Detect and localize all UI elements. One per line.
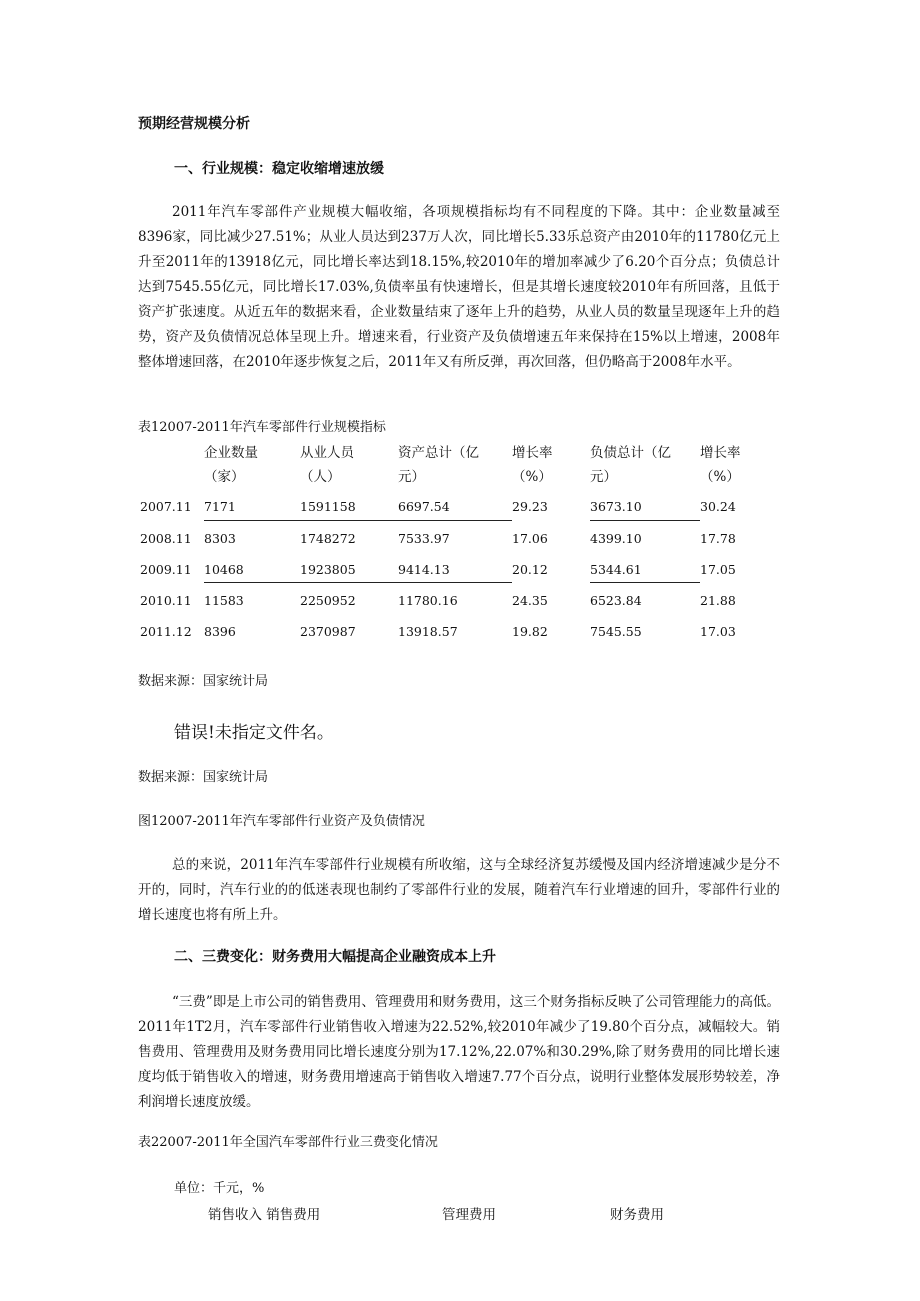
table1-cell: 8396 <box>204 624 236 639</box>
table1-period: 2007.11 <box>140 499 192 514</box>
table1-header: 负债总计（亿元） <box>590 445 671 485</box>
table1-rule <box>590 520 700 521</box>
table1-rule <box>204 582 512 583</box>
table1-cell: 11780.16 <box>398 593 458 608</box>
missing-file-error: 错误!未指定文件名。 <box>174 723 334 743</box>
table1-cell: 10468 <box>204 562 244 577</box>
table1-period: 2010.11 <box>140 593 192 608</box>
table1-header: 资产总计（亿元） <box>398 445 479 485</box>
table1-cell: 11583 <box>204 593 244 608</box>
table1-cell: 1748272 <box>300 531 356 546</box>
table1-cell: 5344.61 <box>590 562 642 577</box>
figure1-caption: 图12007-2011年汽车零部件行业资产及负债情况 <box>138 814 425 829</box>
table1-period: 2011.12 <box>140 624 192 639</box>
table1-cell: 7171 <box>204 499 236 514</box>
table1-header: 增长率（%） <box>512 445 553 485</box>
table1-cell: 3673.10 <box>590 499 642 514</box>
table1-caption: 表12007-2011年汽车零部件行业规模指标 <box>138 420 386 435</box>
table1-cell: 8303 <box>204 531 236 546</box>
section1-heading: 一、行业规模：稳定收缩增速放缓 <box>174 161 384 177</box>
table2-header: 财务费用 <box>610 1207 664 1223</box>
table1-period: 2009.11 <box>140 562 192 577</box>
table2-caption: 表22007-2011年全国汽车零部件行业三费变化情况 <box>138 1135 438 1150</box>
section1-paragraph: 2011年汽车零部件产业规模大幅收缩，各项规模指标均有不同程度的下降。其中：企业数量减至8396家，同比减少27.51%；从业人员达到237万人次，同比增长5.33乐总资产由2010年的11780亿元上升至2011年的13918亿元，同比增长率达到18.15%,较2010年的增加率减少了6.20个百分点；负债总计达到7545.55亿元，同比增长17.03%,负债率虽有快速增长，但是其增长速度较2010年有所回落，且低于资产扩张速度。从近五年的数据来看，企业数量结束了逐年上升的趋势，从业人员的数量呈现逐年上升的趋势，资产及负债情况总体呈现上升。增速来看，行业资产及负债增速五年来保持在15%以上增速，2008年整体增速回落，在2010年逐步恢复之后，2011年又有所反弹，再次回落，但仍略高于2008年水平。 <box>138 204 780 370</box>
table1-cell: 17.78 <box>700 531 736 546</box>
table1-cell: 24.35 <box>512 593 548 608</box>
table1-cell: 17.03 <box>700 624 736 639</box>
table1-cell: 7545.55 <box>590 624 642 639</box>
table2-header: 管理费用 <box>442 1207 496 1223</box>
table1-cell: 2370987 <box>300 624 356 639</box>
table1-cell: 2250952 <box>300 593 356 608</box>
table1-cell: 19.82 <box>512 624 548 639</box>
table1-header: 从业人员（人） <box>300 445 354 485</box>
section2-paragraph: “三费”即是上市公司的销售费用、管理费用和财务费用，这三个财务指标反映了公司管理能力的高低。2011年1T2月，汽车零部件行业销售收入增速为22.52%,较2010年减少了19.80个百分点，减幅较大。销售费用、管理费用及财务费用同比增长速度分别为17.12%,22.07%和30.29%,除了财务费用的同比增长速度均低于销售收入的增速，财务费用增速高于销售收入增速7.77个百分点，说明行业整体发展形势较差，净利润增长速度放缓。 <box>138 994 780 1110</box>
table1-source: 数据来源：国家统计局 <box>138 674 269 689</box>
summary-paragraph: 总的来说，2011年汽车零部件行业规模有所收缩，这与全球经济复苏缓慢及国内经济增速减少是分不开的，同时，汽车行业的的低迷表现也制约了零部件行业的发展，随着汽车行业增速的回升，零部件行业的增长速度也将有所上升。 <box>138 857 780 923</box>
table1-cell: 30.24 <box>700 499 736 514</box>
table1-cell: 1923805 <box>300 562 356 577</box>
table1-period: 2008.11 <box>140 531 192 546</box>
page-title: 预期经营规模分析 <box>138 116 250 132</box>
table1-cell: 4399.10 <box>590 531 642 546</box>
table1-cell: 13918.57 <box>398 624 458 639</box>
table1-cell: 20.12 <box>512 562 548 577</box>
table1-cell: 6523.84 <box>590 593 642 608</box>
table1-cell: 6697.54 <box>398 499 450 514</box>
table1-rule <box>204 520 512 521</box>
section2-heading: 二、三费变化：财务费用大幅提高企业融资成本上升 <box>174 949 496 965</box>
table1-cell: 21.88 <box>700 593 736 608</box>
table2-unit: 单位：千元，% <box>174 1181 265 1196</box>
table1-cell: 17.05 <box>700 562 736 577</box>
table1-cell: 1591158 <box>300 499 356 514</box>
table1-rule <box>590 582 700 583</box>
table1-cell: 29.23 <box>512 499 548 514</box>
table2-header: 销售收入 销售费用 <box>208 1207 321 1223</box>
table1-cell: 9414.13 <box>398 562 450 577</box>
table1-cell: 7533.97 <box>398 531 450 546</box>
figure1-source: 数据来源：国家统计局 <box>138 770 269 785</box>
table1-cell: 17.06 <box>512 531 548 546</box>
table1-header: 企业数量（家） <box>204 445 258 485</box>
table1-header: 增长率（%） <box>700 445 741 485</box>
